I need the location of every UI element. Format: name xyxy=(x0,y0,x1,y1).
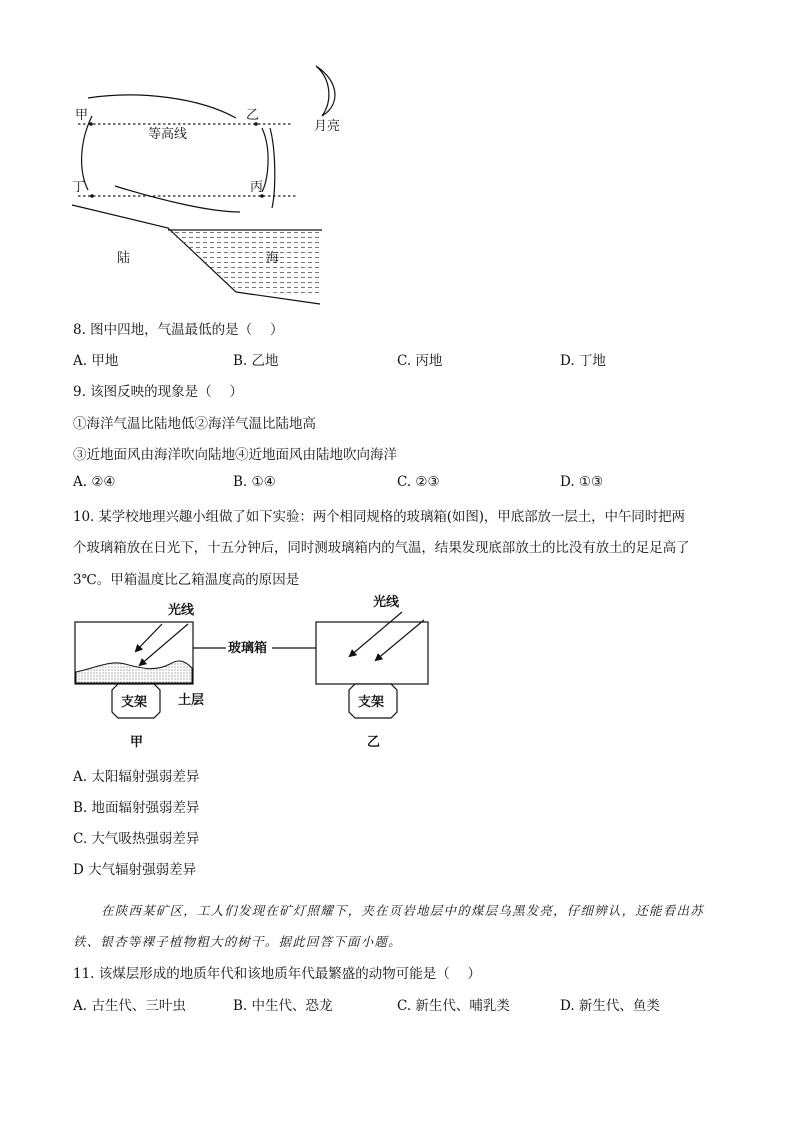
q9-option-a[interactable]: A. ②④ xyxy=(73,474,116,490)
q10-stem-line1: 10. 某学校地理兴趣小组做了如下实验：两个相同规格的玻璃箱(如图)，甲底部放一层土，中午同时把两 xyxy=(73,509,685,525)
label-bing: 丙 xyxy=(250,180,264,195)
q9-option-b[interactable]: B. ①④ xyxy=(233,474,276,490)
reading-passage-line1: 在陕西某矿区，工人们发现在矿灯照耀下，夹在页岩地层中的煤层乌黑发亮，仔细辨认，还能看出苏 xyxy=(101,903,704,918)
q11-option-d[interactable]: D. 新生代、鱼类 xyxy=(560,998,660,1014)
label-moon: 月亮 xyxy=(314,119,341,134)
label-yi: 乙 xyxy=(246,108,260,123)
label-sea: 海 xyxy=(266,251,280,266)
caption-jia: 甲 xyxy=(130,735,144,750)
label-ding: 丁 xyxy=(72,180,86,195)
q10-stem-line2: 个玻璃箱放在日光下，十五分钟后，同时测玻璃箱内的气温，结果发现底部放土的比没有放土的足足高了 xyxy=(73,540,690,556)
q8-option-b[interactable]: B. 乙地 xyxy=(233,353,279,369)
label-land: 陆 xyxy=(117,251,131,266)
label-stand-jia: 支架 xyxy=(121,695,148,710)
label-soil: 土层 xyxy=(178,693,205,708)
label-light-right: 光线 xyxy=(373,595,400,610)
q9-option-d[interactable]: D. ①③ xyxy=(560,474,604,490)
q10-option-c[interactable]: C. 大气吸热强弱差异 xyxy=(73,831,200,847)
label-light-left: 光线 xyxy=(168,603,195,618)
reading-passage-line2: 铁、银杏等裸子植物粗大的树干。据此回答下面小题。 xyxy=(73,934,402,949)
label-contour: 等高线 xyxy=(148,127,188,142)
label-stand-yi: 支架 xyxy=(358,695,385,710)
q10-option-d[interactable]: D 大气辐射强弱差异 xyxy=(73,862,197,878)
q8-option-a[interactable]: A. 甲地 xyxy=(73,353,119,369)
q9-option-c[interactable]: C. ②③ xyxy=(397,474,440,490)
q10-option-b[interactable]: B. 地面辐射强弱差异 xyxy=(73,800,200,816)
label-jia: 甲 xyxy=(75,108,89,123)
q10-stem-line3: 3℃。甲箱温度比乙箱温度高的原因是 xyxy=(73,572,300,588)
q8-stem: 8. 图中四地，气温最低的是（ ） xyxy=(73,322,284,338)
label-glass-box: 玻璃箱 xyxy=(228,641,268,656)
q11-option-c[interactable]: C. 新生代、哺乳类 xyxy=(397,998,510,1014)
q9-statement-line2: ③近地面风由海洋吹向陆地④近地面风由陆地吹向海洋 xyxy=(73,447,397,463)
q11-option-b[interactable]: B. 中生代、恐龙 xyxy=(233,998,333,1014)
q10-option-a[interactable]: A. 太阳辐射强弱差异 xyxy=(73,769,200,785)
q9-statement-line1: ①海洋气温比陆地低②海洋气温比陆地高 xyxy=(73,416,316,432)
q11-stem: 11. 该煤层形成的地质年代和该地质年代最繁盛的动物可能是（ ） xyxy=(73,966,482,982)
caption-yi: 乙 xyxy=(367,735,381,750)
q9-stem: 9. 该图反映的现象是（ ） xyxy=(73,384,243,400)
q8-option-c[interactable]: C. 丙地 xyxy=(397,353,443,369)
q8-option-d[interactable]: D. 丁地 xyxy=(560,353,606,369)
q11-option-a[interactable]: A. 古生代、三叶虫 xyxy=(73,998,186,1014)
